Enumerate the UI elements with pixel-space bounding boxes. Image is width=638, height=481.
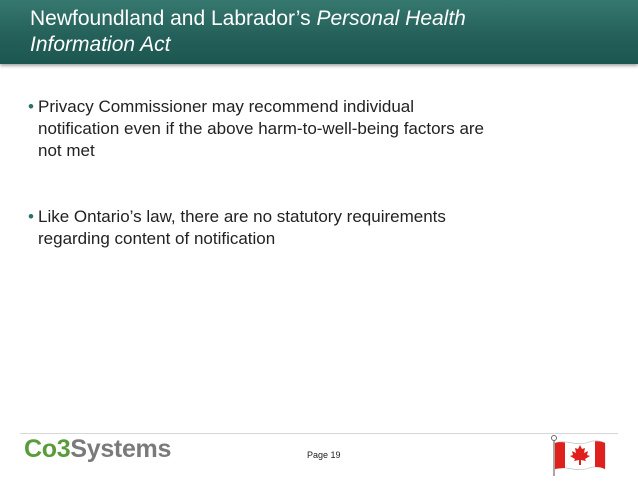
bullet-list (28, 96, 618, 294)
page-number: Page 19 (307, 450, 341, 460)
bullet-line: notification even if the above harm-to-well-being factors are (38, 119, 485, 138)
bullet-item (28, 206, 618, 250)
bullet-marker: • (28, 207, 34, 226)
company-logo (24, 435, 171, 464)
logo-systems: Systems (70, 435, 172, 463)
bullet-item (28, 96, 618, 162)
title-italic-a: Personal Health (316, 7, 466, 30)
slide-title (30, 6, 620, 58)
title-text: Newfoundland and Labrador’s (30, 7, 317, 30)
bullet-line: Like Ontario’s law, there are no statutory requirements (38, 207, 446, 226)
title-bar (0, 0, 638, 64)
bullet-line: not met (38, 141, 95, 160)
bullet-line: regarding content of notification (38, 229, 276, 248)
title-italic-b: Information Act (30, 33, 171, 56)
bullet-line: Privacy Commissioner may recommend individual (38, 97, 415, 116)
logo-co3: Co3 (24, 435, 71, 463)
canada-flag-icon (547, 434, 609, 476)
footer-divider (20, 433, 618, 434)
bullet-marker: • (28, 97, 34, 116)
